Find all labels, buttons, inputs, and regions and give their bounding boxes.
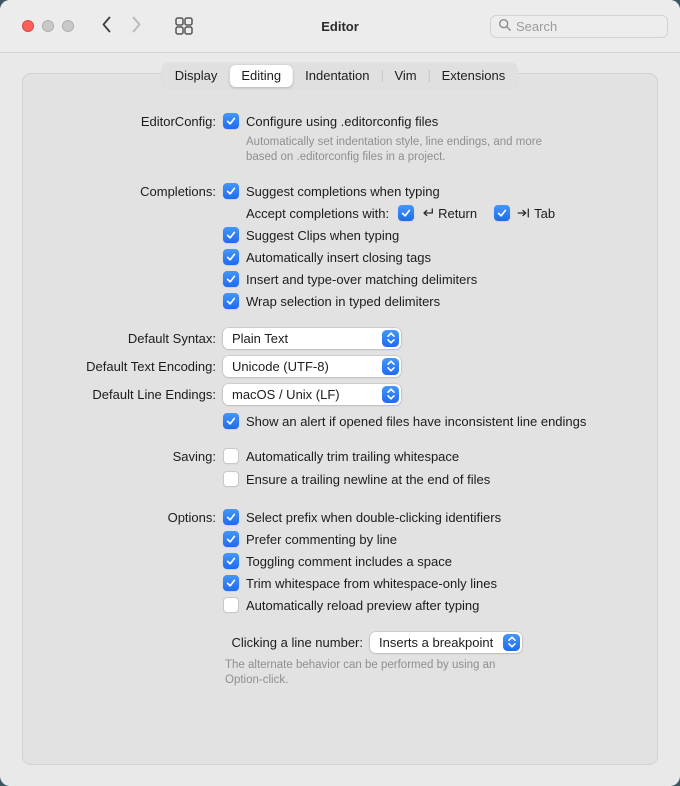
accept-completions-row	[246, 202, 657, 224]
checkbox-label: Tab	[534, 205, 556, 221]
reload-preview-row	[23, 594, 657, 616]
line-number-help-text: The alternate behavior can be performed by using an Option-click.	[225, 659, 496, 686]
back-button[interactable]	[99, 17, 113, 35]
default-line-endings-row	[23, 383, 657, 405]
default-line-endings-label: Default Line Endings:	[92, 386, 216, 402]
checkbox-suggest-completions[interactable]	[223, 183, 440, 199]
titlebar	[0, 0, 680, 53]
chevron-left-icon	[101, 16, 112, 36]
checkbox-icon	[223, 531, 239, 547]
default-encoding-popup[interactable]	[223, 356, 401, 377]
options-label: Options:	[167, 509, 216, 525]
tab-display[interactable]: Display	[174, 68, 218, 83]
checkbox-label: Prefer commenting by line	[246, 531, 398, 547]
suggest-clips-row	[23, 224, 657, 246]
tab-indentation[interactable]: Indentation	[305, 68, 370, 83]
search-icon	[498, 18, 512, 35]
preferences-tab-bar	[162, 63, 518, 89]
type-over-row	[23, 268, 657, 290]
checkbox-icon	[223, 509, 239, 525]
checkbox-label: Automatically trim trailing whitespace	[246, 448, 460, 464]
trim-ws-only-row	[23, 572, 657, 594]
tab-extensions[interactable]: Extensions	[441, 68, 506, 83]
checkbox-select-prefix[interactable]	[223, 509, 501, 525]
checkbox-label: Return	[438, 205, 478, 221]
checkbox-icon	[223, 471, 239, 487]
popup-value: Inserts a breakpoint	[379, 634, 494, 650]
popup-value: Unicode (UTF-8)	[232, 358, 329, 374]
checkbox-label: Toggling comment includes a space	[246, 553, 452, 569]
checkbox-icon	[494, 205, 510, 221]
checkbox-label: Trim whitespace from whitespace-only lines	[246, 575, 497, 591]
checkbox-label: Select prefix when double-clicking identifiers	[246, 509, 502, 525]
checkbox-label: Ensure a trailing newline at the end of files	[246, 471, 491, 487]
checkbox-icon	[223, 553, 239, 569]
comment-space-row	[23, 550, 657, 572]
wrap-selection-row	[23, 290, 657, 312]
default-syntax-popup[interactable]	[223, 328, 401, 349]
checkbox-label: Suggest Clips when typing	[246, 227, 400, 243]
checkbox-comment-space[interactable]	[223, 553, 452, 569]
saving-label: Saving:	[172, 448, 216, 464]
checkbox-comment-by-line[interactable]	[223, 531, 397, 547]
return-key-icon	[421, 208, 434, 218]
checkbox-icon	[223, 271, 239, 287]
popup-value: Plain Text	[232, 330, 289, 346]
checkbox-label: Show an alert if opened files have inconsistent line endings	[246, 413, 587, 429]
checkbox-icon	[398, 205, 414, 221]
popup-chevrons-icon	[382, 358, 399, 375]
checkbox-line-endings-alert[interactable]	[223, 413, 586, 429]
forward-button[interactable]	[129, 17, 143, 35]
search-input[interactable]	[490, 15, 668, 38]
checkbox-icon	[223, 113, 239, 129]
checkbox-trailing-newline[interactable]	[223, 471, 490, 487]
checkbox-label: Configure using .editorconfig files	[246, 113, 439, 129]
line-endings-alert-row	[23, 410, 657, 432]
checkbox-trim-whitespace[interactable]	[223, 448, 459, 464]
checkbox-accept-tab[interactable]	[494, 205, 555, 221]
line-number-label: Clicking a line number:	[231, 634, 363, 650]
accept-completions-label: Accept completions with:	[246, 205, 390, 221]
tab-key-icon	[517, 208, 530, 218]
checkbox-trim-ws-only-lines[interactable]	[223, 575, 497, 591]
completions-row	[23, 180, 657, 202]
settings-panel	[22, 73, 658, 765]
checkbox-icon	[223, 249, 239, 265]
checkbox-accept-return[interactable]	[398, 205, 477, 221]
default-encoding-label: Default Text Encoding:	[86, 358, 216, 374]
tab-vim[interactable]: Vim	[394, 68, 417, 83]
popup-chevrons-icon	[503, 634, 520, 651]
checkbox-label: Automatically insert closing tags	[246, 249, 431, 265]
checkbox-reload-preview[interactable]	[223, 597, 479, 613]
checkbox-label: Automatically reload preview after typing	[246, 597, 480, 613]
checkbox-icon	[223, 597, 239, 613]
completions-label: Completions:	[140, 183, 216, 199]
saving-row	[23, 445, 657, 467]
chevron-right-icon	[131, 16, 142, 36]
editorconfig-row	[23, 110, 657, 132]
popup-chevrons-icon	[382, 386, 399, 403]
editorconfig-label: EditorConfig:	[140, 113, 216, 129]
close-button[interactable]	[22, 20, 34, 32]
content-area	[0, 53, 680, 786]
checkbox-icon	[223, 575, 239, 591]
checkbox-label: Insert and type-over matching delimiters	[246, 271, 478, 287]
show-all-preferences-button[interactable]	[175, 17, 193, 35]
checkbox-suggest-clips[interactable]	[223, 227, 399, 243]
checkbox-label: Suggest completions when typing	[246, 183, 440, 199]
checkbox-icon	[223, 227, 239, 243]
grid-icon	[175, 23, 193, 38]
popup-chevrons-icon	[382, 330, 399, 347]
options-row	[23, 506, 657, 528]
closing-tags-row	[23, 246, 657, 268]
checkbox-label: Wrap selection in typed delimiters	[246, 293, 441, 309]
window-title: Editor	[321, 18, 359, 34]
checkbox-closing-tags[interactable]	[223, 249, 431, 265]
editorconfig-help-text: Automatically set indentation style, line endings, and more based on .editorconfig files in a project.	[246, 136, 542, 163]
checkbox-type-over-delimiters[interactable]	[223, 271, 477, 287]
default-syntax-row	[23, 327, 657, 349]
default-encoding-row	[23, 355, 657, 377]
checkbox-editorconfig[interactable]	[223, 113, 438, 129]
trailing-newline-row	[23, 468, 657, 490]
minimize-button	[42, 20, 54, 32]
checkbox-icon	[223, 183, 239, 199]
zoom-button	[62, 20, 74, 32]
checkbox-icon	[223, 413, 239, 429]
checkbox-wrap-selection[interactable]	[223, 293, 440, 309]
default-line-endings-popup[interactable]	[223, 384, 401, 405]
tab-editing[interactable]: Editing	[229, 65, 293, 87]
line-number-popup[interactable]	[370, 632, 522, 653]
search-placeholder: Search	[516, 19, 558, 34]
checkbox-icon	[223, 293, 239, 309]
checkbox-icon	[223, 448, 239, 464]
comment-by-line-row	[23, 528, 657, 550]
popup-value: macOS / Unix (LF)	[232, 386, 340, 402]
line-number-row	[23, 631, 657, 653]
default-syntax-label: Default Syntax:	[127, 330, 216, 346]
